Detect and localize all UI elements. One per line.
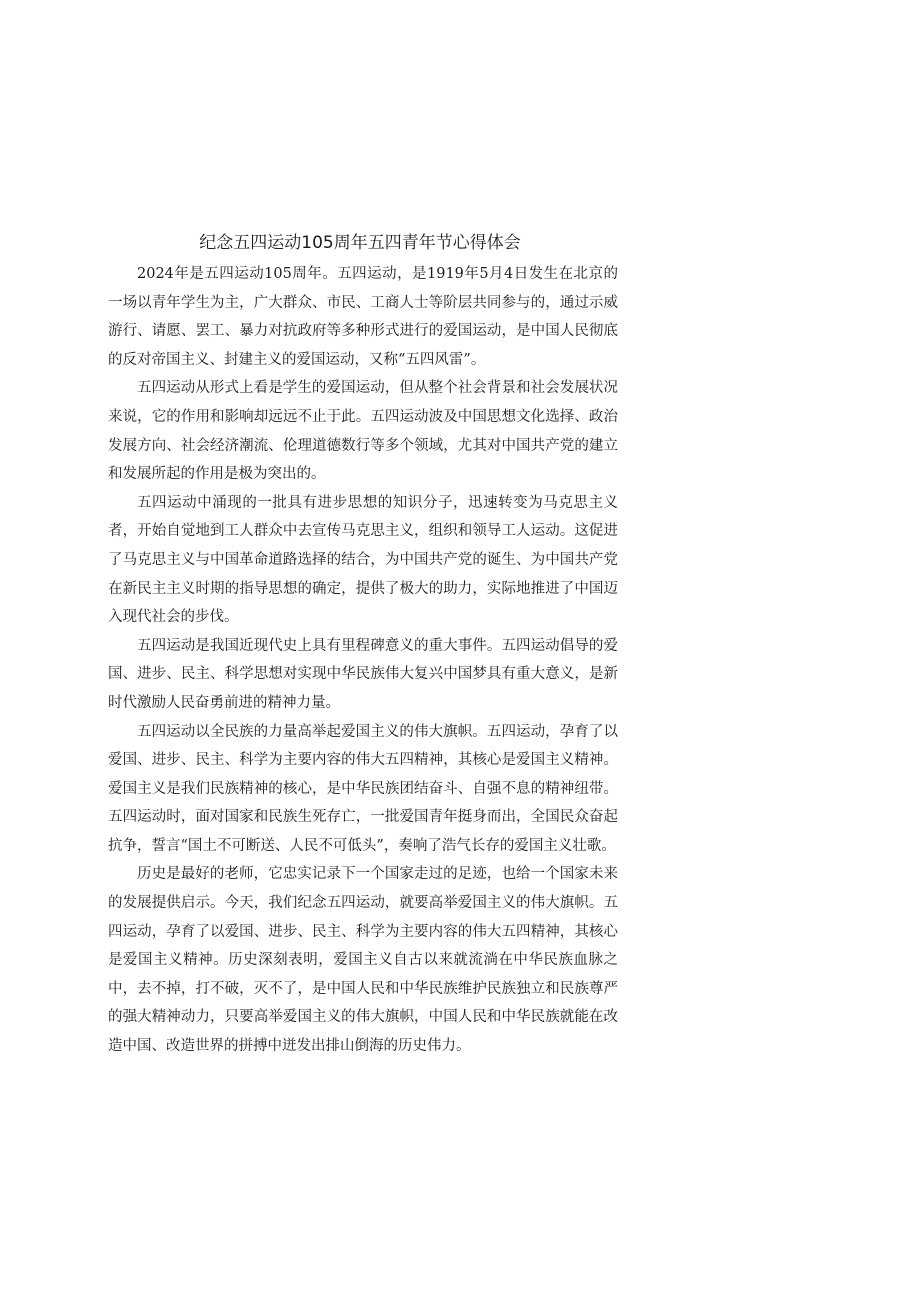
paragraph-2: 五四运动从形式上看是学生的爱国运动，但从整个社会背景和社会发展状况来说，它的作用和影响却远远不止于此。五四运动波及中国思想文化选择、政治发展方向、社会经济潮流、伦理道德数行等多个领域，尤其对中国共产党的建立和发展所起的作用是极为突出的。 <box>108 380 618 483</box>
document-title: 纪念五四运动105周年五四青年节心得体会 <box>199 233 521 253</box>
paragraph-5: 五四运动以全民族的力量高举起爱国主义的伟大旗帜。五四运动，孕育了以爱国、进步、民主、科学为主要内容的伟大五四精神，其核心是爱国主义精神。爱国主义是我们民族精神的核心，是中华民族团结奋斗、自强不息的精神纽带。五四运动时，面对国家和民族生死存亡，一批爱国青年挺身而出，全国民众奋起抗争，誓言“国土不可断送、人民不可低头”，奏响了浩气长存的爱国主义壮歌。 <box>108 723 618 854</box>
paragraph-6: 历史是最好的老师，它忠实记录下一个国家走过的足迹，也给一个国家未来的发展提供启示。今天，我们纪念五四运动，就要高举爱国主义的伟大旗帜。五四运动，孕育了以爱国、进步、民主、科学为主要内容的伟大五四精神，其核心是爱国主义精神。历史深刻表明，爱国主义自古以来就流淌在中华民族血脉之中，去不掉，打不破，灭不了，是中国人民和中华民族维护民族独立和民族尊严的强大精神动力，只要高举爱国主义的伟大旗帜，中国人民和中华民族就能在改造中国、改造世界的拼搏中迸发出排山倒海的历史伟力。 <box>108 866 618 1055</box>
document-body <box>108 260 618 1061</box>
paragraph-4: 五四运动是我国近现代史上具有里程碑意义的重大事件。五四运动倡导的爱国、进步、民主、科学思想对实现中华民族伟大复兴中国梦具有重大意义，是新时代激励人民奋勇前进的精神力量。 <box>108 637 618 711</box>
paragraph-3: 五四运动中涌现的一批具有进步思想的知识分子，迅速转变为马克思主义者，开始自觉地到工人群众中去宣传马克思主义，组织和领导工人运动。这促进了马克思主义与中国革命道路选择的结合，为中国共产党的诞生、为中国共产党在新民主主义时期的指导思想的确定，提供了极大的助力，实际地推进了中国迈入现代社会的步伐。 <box>108 494 618 626</box>
paragraph-1: 2024年是五四运动105周年。五四运动，是1919年5月4日发生在北京的一场以青年学生为主，广大群众、市民、工商人士等阶层共同参与的，通过示威游行、请愿、罢工、暴力对抗政府等多种形式进行的爱国运动，是中国人民彻底的反对帝国主义、封建主义的爱国运动，又称“五四风雷”。 <box>108 266 618 368</box>
